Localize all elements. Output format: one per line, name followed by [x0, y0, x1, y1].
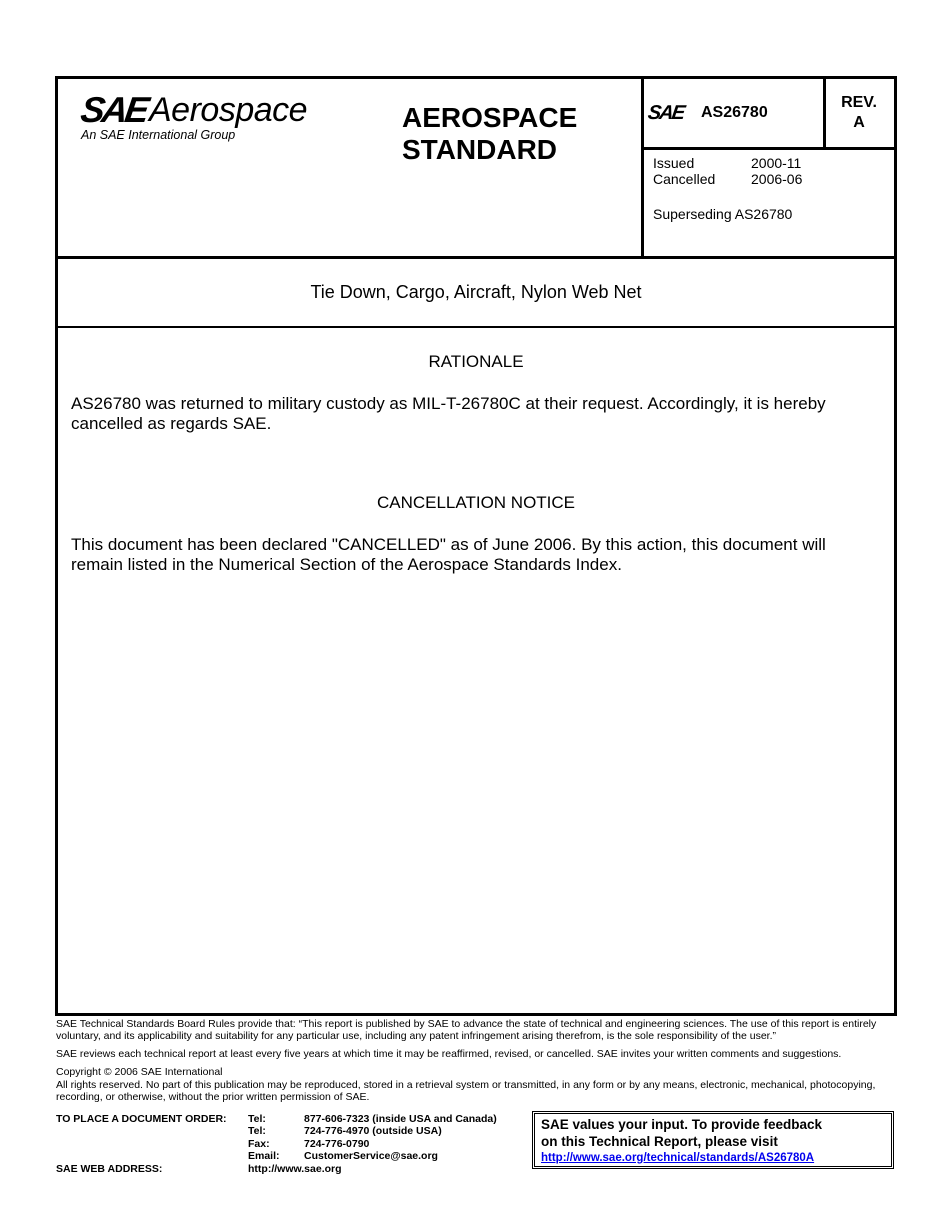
feedback-box [532, 1111, 894, 1169]
order-label: TO PLACE A DOCUMENT ORDER: [56, 1113, 227, 1125]
web-label: SAE WEB ADDRESS: [56, 1162, 163, 1175]
rules-line: SAE Technical Standards Board Rules provide that: “This report is published by SAE to advance the state of technical and engineering sciences. The use of this report is entirely [56, 1018, 877, 1030]
cancellation-line: remain listed in the Numerical Section of the Aerospace Standards Index. [71, 555, 622, 574]
sae-aerospace-logo [78, 89, 331, 148]
cancellation-line: This document has been declared "CANCELLED" as of June 2006. By this action, this document will [71, 535, 826, 554]
rationale-heading: RATIONALE [428, 352, 524, 371]
title-divider [55, 326, 894, 328]
document-type-line1: AEROSPACE [402, 102, 578, 133]
header-divider [55, 256, 894, 259]
logo-brand: SAE [78, 89, 149, 130]
tel-outside-usa: 724-776-4970 (outside USA) [304, 1125, 442, 1138]
fax-label: Fax: [248, 1137, 270, 1150]
rules-notice [56, 1018, 901, 1042]
superseding-note: Superseding AS26780 [653, 206, 793, 222]
rationale-line: AS26780 was returned to military custody as MIL-T-26780C at their request. Accordingly, it is hereby [71, 394, 826, 413]
feedback-line: SAE values your input. To provide feedback [541, 1117, 823, 1132]
revision-block [826, 93, 892, 133]
tel-inside-usa: 877-606-7323 (inside USA and Canada) [304, 1113, 497, 1125]
cancellation-heading: CANCELLATION NOTICE [376, 493, 576, 512]
review-notice: SAE reviews each technical report at least every five years at which time it may be reaffirmed, revised, or cancelled. SAE invites your written comments and suggestions. [56, 1048, 842, 1060]
feedback-line: on this Technical Report, please visit [541, 1134, 778, 1149]
tel-label: Tel: [248, 1113, 266, 1125]
copyright-notice: Copyright © 2006 SAE International [56, 1066, 223, 1078]
email-address[interactable]: CustomerService@sae.org [304, 1150, 438, 1163]
revision-label: REV. [841, 94, 877, 111]
rationale-paragraph [71, 394, 871, 434]
cancellation-paragraph [71, 535, 871, 575]
small-sae-logo: SAE [646, 102, 685, 124]
document-type [402, 102, 632, 166]
logo-tagline: An SAE International Group [81, 128, 236, 142]
cancelled-label: Cancelled [653, 171, 716, 187]
rules-line: voluntary, and its applicability and suitability for any particular use, including any patent infringement arising therefrom, is the sole responsibility of the user.” [56, 1030, 777, 1042]
feedback-link[interactable]: http://www.sae.org/technical/standards/AS26780A [541, 1152, 815, 1164]
tel-label: Tel: [248, 1125, 266, 1138]
issued-label: Issued [653, 155, 695, 171]
rationale-line: cancelled as regards SAE. [71, 414, 272, 433]
revision-value: A [853, 114, 865, 131]
number-row-divider [641, 147, 894, 150]
rights-line: All rights reserved. No part of this publication may be reproduced, stored in a retrieval system or transmitted, in any form or by any means, electronic, mechanical, photocopying, [56, 1079, 876, 1091]
fax-number: 724-776-0790 [304, 1137, 370, 1150]
header-column-divider [641, 76, 644, 258]
document-title: Tie Down, Cargo, Aircraft, Nylon Web Net [310, 282, 642, 302]
email-label: Email: [248, 1150, 280, 1163]
rights-line: recording, or otherwise, without the prior written permission of SAE. [56, 1091, 370, 1103]
web-address[interactable]: http://www.sae.org [248, 1162, 342, 1175]
issued-value: 2000-11 [751, 155, 802, 171]
cancelled-value: 2006-06 [751, 171, 803, 187]
logo-product: Aerospace [149, 91, 308, 129]
document-type-line2: STANDARD [402, 134, 558, 165]
rights-notice [56, 1079, 901, 1103]
document-number: AS26780 [701, 104, 768, 121]
